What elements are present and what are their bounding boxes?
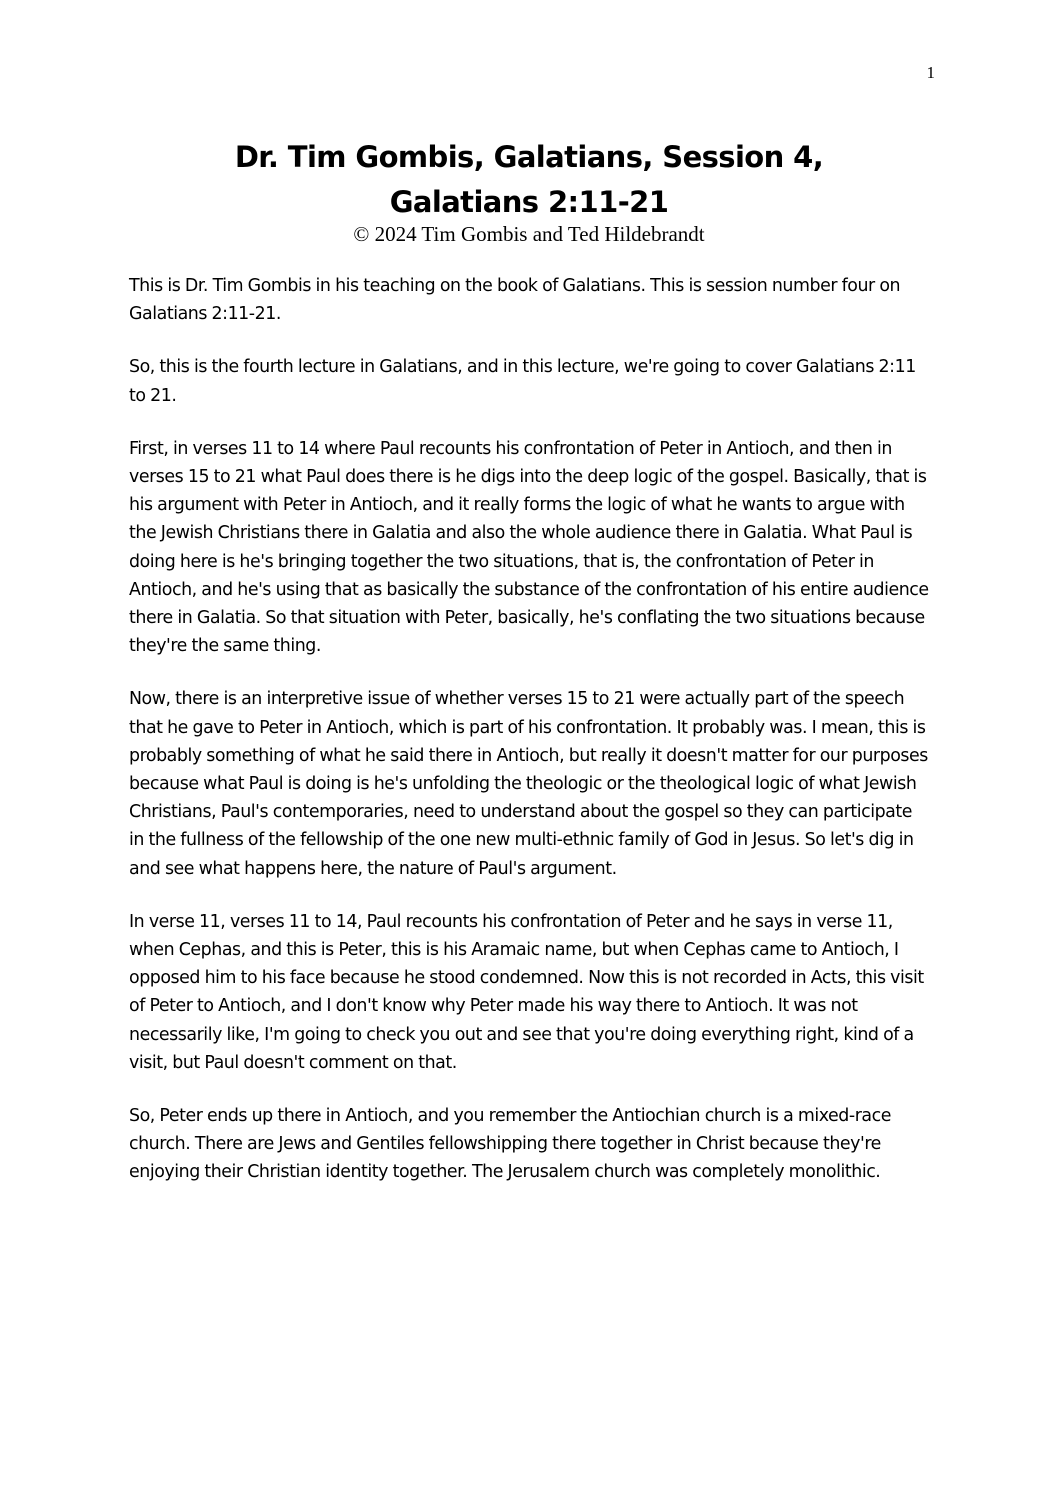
page-number: 1 [926,63,935,82]
paragraph-3: First, in verses 11 to 14 where Paul recounts his confrontation of Peter in Antioch, and then in verses 15 to 21 what Paul does there is he digs into the deep logic of the gospel. Basically, that is his argument with Peter in Antioch, and it really forms the logic of what he wants to argue with the Jewish Christians there in Galatia and also the whole audience there in Galatia. What Paul is doing here is he's bringing together the two situations, that is, the confrontation of Peter in Antioch, and he's using that as basically the substance of the confrontation of his entire audience there in Galatia. So that situation with Peter, basically, he's conflating the two situations because they're the same thing. [129,438,929,657]
paragraph-2: So, this is the fourth lecture in Galatians, and in this lecture, we're going to cover Galatians 2:11 to 21. [129,357,916,406]
title-line-2: Galatians 2:11-21 [389,185,669,219]
copyright-line: © 2024 Tim Gombis and Ted Hildebrandt [353,222,705,246]
paragraph-1: This is Dr. Tim Gombis in his teaching on the book of Galatians. This is session number four on Galatians 2:11-21. [129,276,901,325]
paragraph-6: So, Peter ends up there in Antioch, and you remember the Antiochian church is a mixed-race church. There are Jews and Gentiles fellowshipping there together in Christ because they're enjoying their Christian identity together. The Jerusalem church was completely monolithic. [129,1106,891,1183]
document-body [129,272,931,1212]
title-line-1: Dr. Tim Gombis, Galatians, Session 4, [234,140,824,174]
paragraph-5: In verse 11, verses 11 to 14, Paul recounts his confrontation of Peter and he says in verse 11, when Cephas, and this is Peter, this is his Aramaic name, but when Cephas came to Antioch, I opposed him to his face because he stood condemned. Now this is not recorded in Acts, this visit of Peter to Antioch, and I don't know why Peter made his way there to Antioch. It was not necessarily like, I'm going to check you out and see that you're doing everything right, kind of a visit, but Paul doesn't comment on that. [129,911,924,1073]
document-title [0,135,1058,225]
paragraph-4: Now, there is an interpretive issue of whether verses 15 to 21 were actually part of the speech that he gave to Peter in Antioch, which is part of his confrontation. It probably was. I mean, this is probably something of what he said there in Antioch, but really it doesn't matter for our purposes because what Paul is doing is he's unfolding the theologic or the theological logic of what Jewish Christians, Paul's contemporaries, need to understand about the gospel so they can participate in the fullness of the fellowship of the one new multi-ethnic family of God in Jesus. So let's dig in and see what happens here, the nature of Paul's argument. [129,689,928,879]
